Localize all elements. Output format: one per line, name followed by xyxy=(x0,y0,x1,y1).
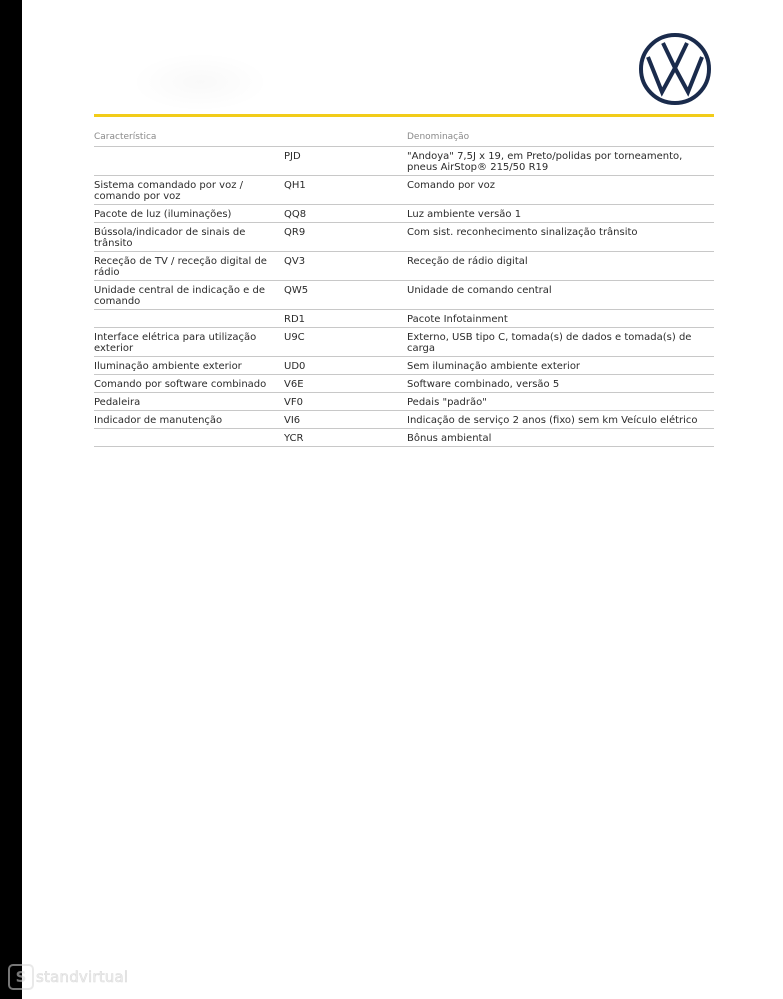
cell-characteristic: Iluminação ambiente exterior xyxy=(94,357,284,375)
cell-code: V6E xyxy=(284,375,407,393)
cell-denomination: Bônus ambiental xyxy=(407,429,714,447)
cell-characteristic: Receção de TV / receção digital de rádio xyxy=(94,252,284,281)
cell-code: QW5 xyxy=(284,281,407,310)
table-row xyxy=(94,223,714,252)
cell-characteristic: Sistema comandado por voz / comando por voz xyxy=(94,176,284,205)
cell-code: QH1 xyxy=(284,176,407,205)
cell-code: QQ8 xyxy=(284,205,407,223)
cell-characteristic: Comando por software combinado xyxy=(94,375,284,393)
cell-code: UD0 xyxy=(284,357,407,375)
cell-denomination: Receção de rádio digital xyxy=(407,252,714,281)
cell-characteristic xyxy=(94,429,284,447)
table-row xyxy=(94,252,714,281)
cell-characteristic: Indicador de manutenção xyxy=(94,411,284,429)
cell-denomination: Pacote Infotainment xyxy=(407,310,714,328)
faded-header-area xyxy=(130,52,270,112)
table-header-row xyxy=(94,129,714,147)
cell-denomination: Sem iluminação ambiente exterior xyxy=(407,357,714,375)
document-page xyxy=(22,0,783,999)
cell-denomination: "Andoya" 7,5J x 19, em Preto/polidas por torneamento, pneus AirStop® 215/50 R19 xyxy=(407,147,714,176)
table-row xyxy=(94,411,714,429)
table-row xyxy=(94,205,714,223)
cell-denomination: Unidade de comando central xyxy=(407,281,714,310)
cell-code: QR9 xyxy=(284,223,407,252)
table-row xyxy=(94,357,714,375)
equipment-table xyxy=(94,129,714,447)
cell-code: PJD xyxy=(284,147,407,176)
cell-code: QV3 xyxy=(284,252,407,281)
header-accent-rule xyxy=(94,114,714,117)
column-header-code xyxy=(284,129,407,147)
table-row xyxy=(94,176,714,205)
volkswagen-logo-icon xyxy=(638,32,712,106)
cell-denomination: Indicação de serviço 2 anos (fixo) sem km Veículo elétrico xyxy=(407,411,714,429)
cell-characteristic: Interface elétrica para utilização exterior xyxy=(94,328,284,357)
standvirtual-logo-icon: S xyxy=(8,964,34,990)
cell-denomination: Com sist. reconhecimento sinalização trânsito xyxy=(407,223,714,252)
table-row xyxy=(94,429,714,447)
watermark-text: standvirtual xyxy=(36,968,129,986)
table-row xyxy=(94,375,714,393)
cell-code: VI6 xyxy=(284,411,407,429)
cell-denomination: Luz ambiente versão 1 xyxy=(407,205,714,223)
cell-denomination: Software combinado, versão 5 xyxy=(407,375,714,393)
cell-denomination: Externo, USB tipo C, tomada(s) de dados e tomada(s) de carga xyxy=(407,328,714,357)
volkswagen-logo-graphic xyxy=(638,32,712,106)
cell-denomination: Pedais "padrão" xyxy=(407,393,714,411)
column-header-characteristic: Característica xyxy=(94,129,284,147)
standvirtual-watermark xyxy=(8,963,128,991)
cell-denomination: Comando por voz xyxy=(407,176,714,205)
cell-characteristic xyxy=(94,147,284,176)
cell-characteristic: Unidade central de indicação e de comando xyxy=(94,281,284,310)
table-row xyxy=(94,328,714,357)
cell-code: VF0 xyxy=(284,393,407,411)
table-row xyxy=(94,147,714,176)
table-row xyxy=(94,281,714,310)
column-header-denomination: Denominação xyxy=(407,129,714,147)
cell-characteristic: Pedaleira xyxy=(94,393,284,411)
cell-characteristic xyxy=(94,310,284,328)
cell-characteristic: Bússola/indicador de sinais de trânsito xyxy=(94,223,284,252)
table-row xyxy=(94,310,714,328)
cell-code: YCR xyxy=(284,429,407,447)
table-row xyxy=(94,393,714,411)
cell-code: RD1 xyxy=(284,310,407,328)
cell-characteristic: Pacote de luz (iluminações) xyxy=(94,205,284,223)
cell-code: U9C xyxy=(284,328,407,357)
